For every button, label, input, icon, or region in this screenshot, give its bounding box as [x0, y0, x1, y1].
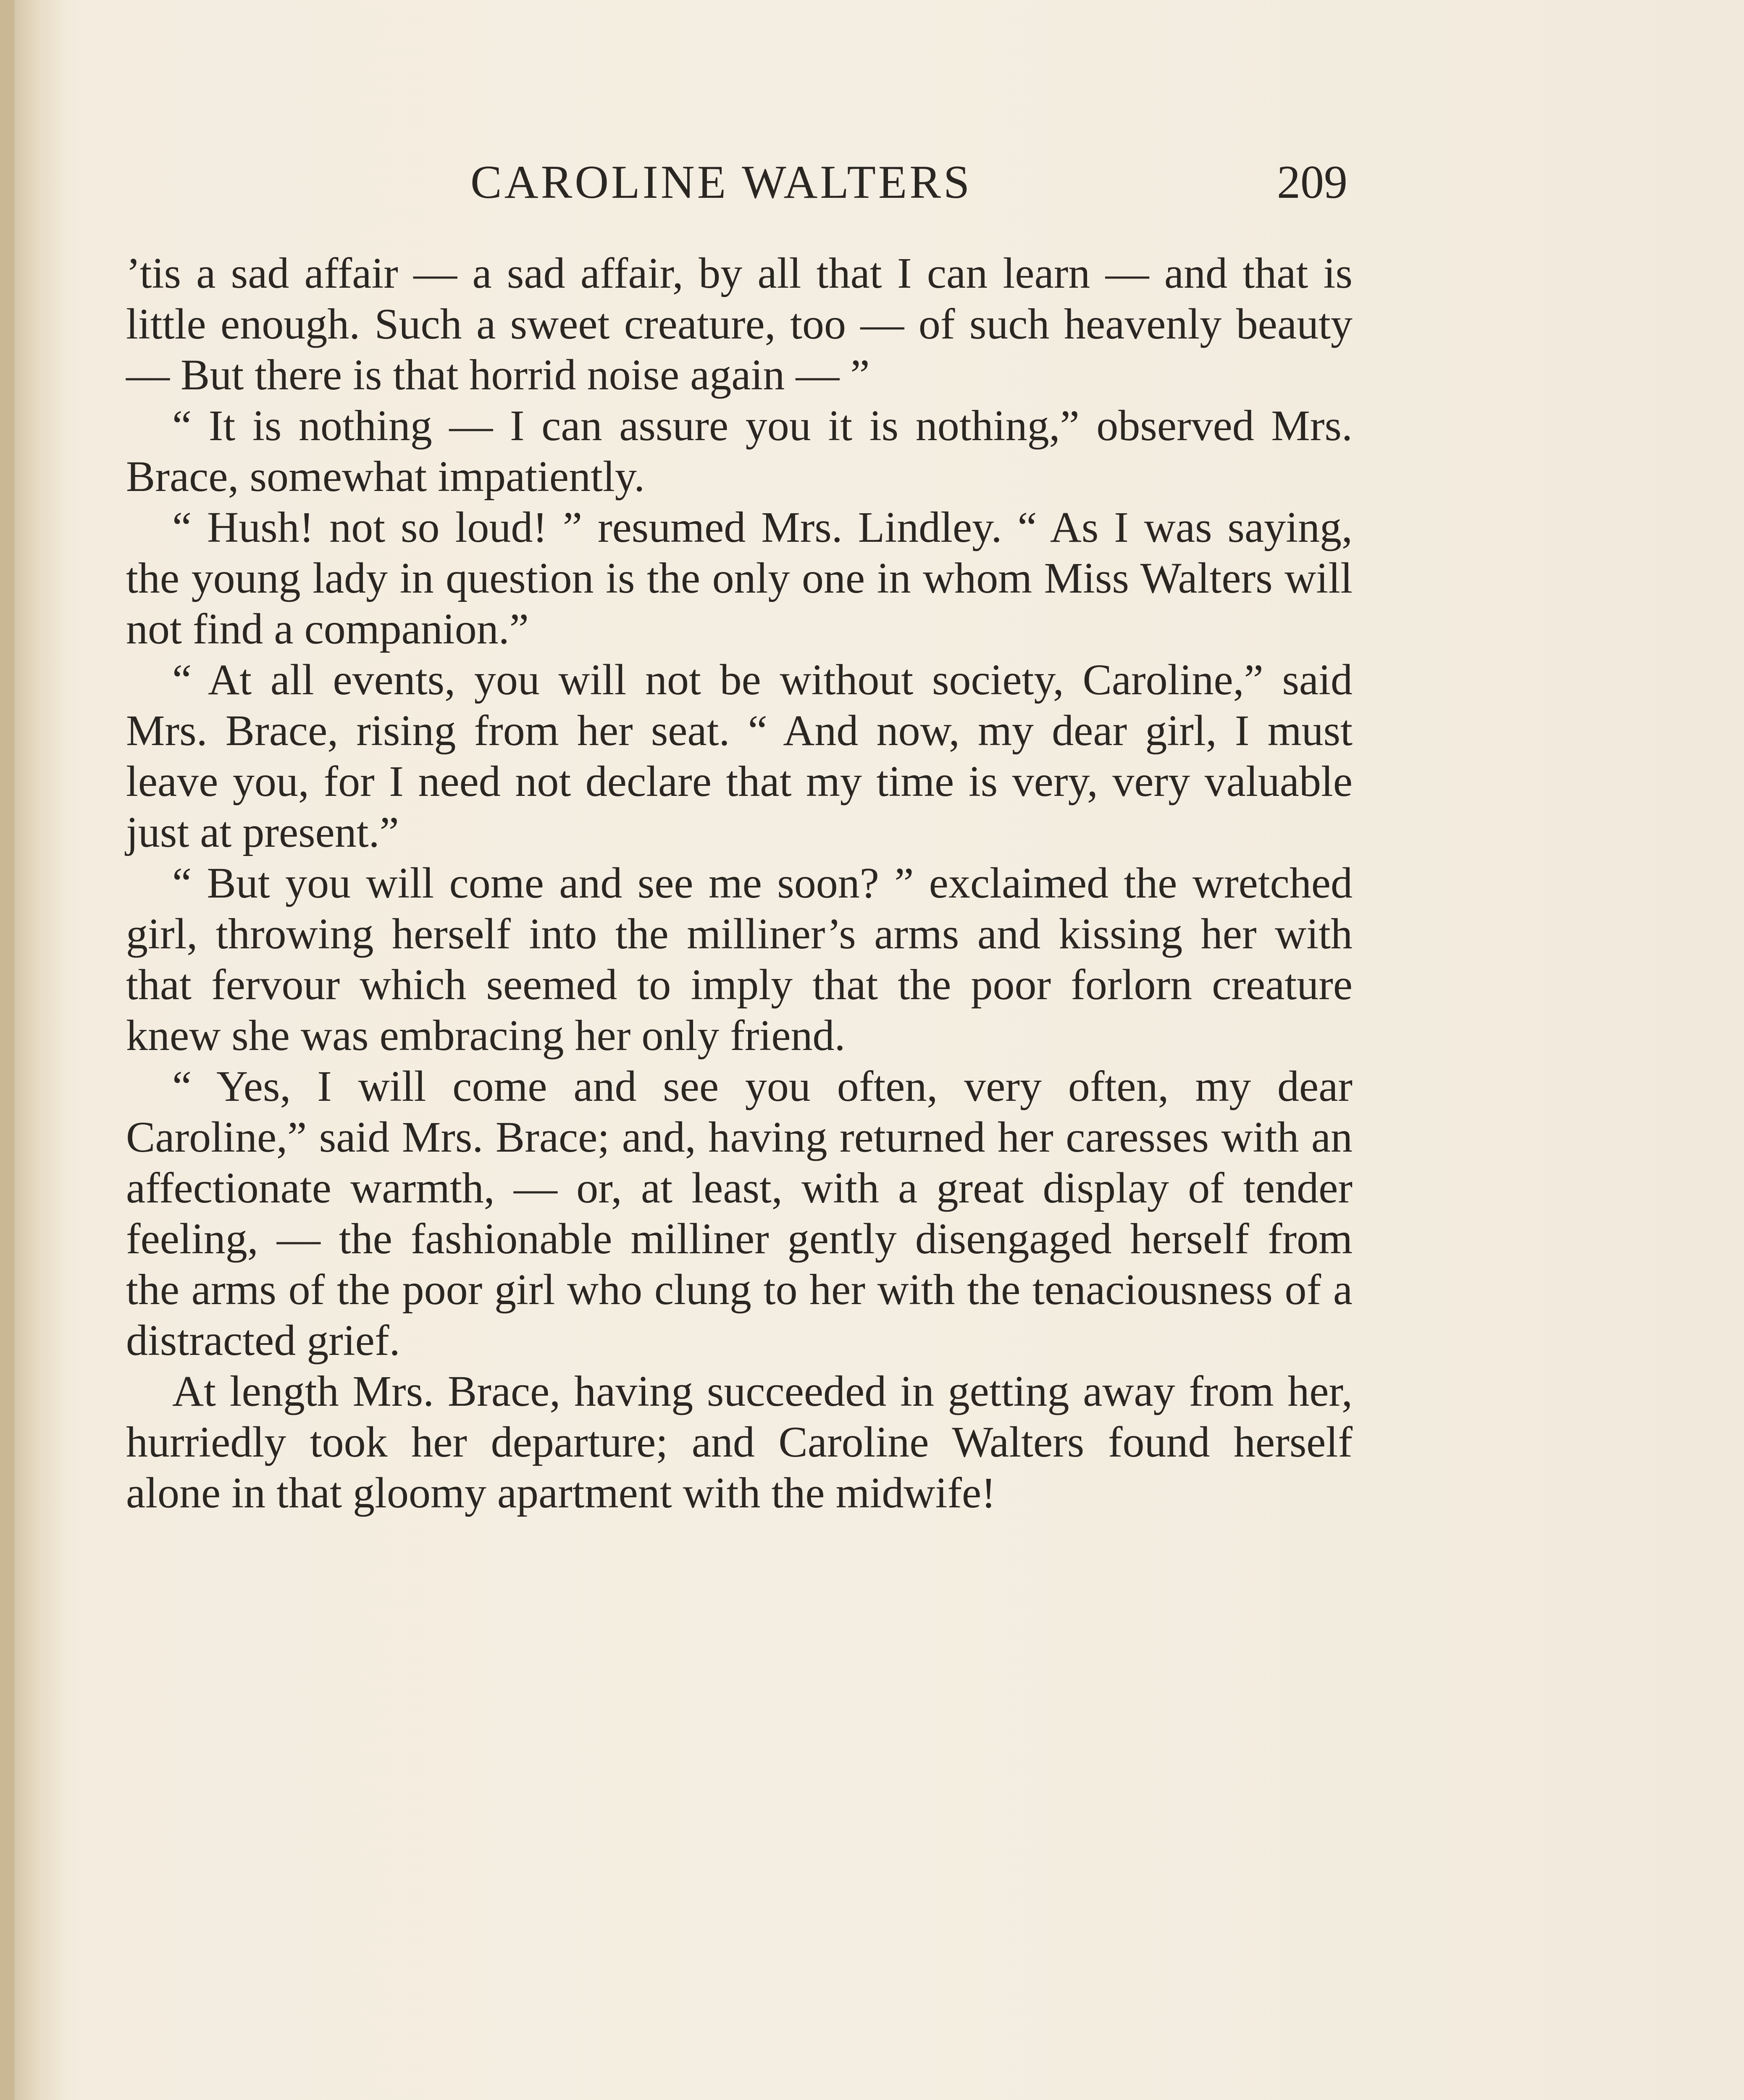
page-number: 209 [1277, 156, 1347, 208]
paragraph: “ It is nothing — I can assure you it is nothing,” observed Mrs. Brace, somewhat impatiently. [126, 402, 1353, 501]
paragraph: “ Yes, I will come and see you often, very often, my dear Caroline,” said Mrs. Brace; and, having returned her caresses with an affectionate warmth, — or, at least, with a great display of tender feeling, — the fashionable milliner gently disengaged herself from the arms of the poor girl who clung to her with the tenaciousness of a distracted grief. [126, 1062, 1353, 1365]
page-edge [0, 0, 14, 2100]
paragraph: “ At all events, you will not be without society, Caroline,” said Mrs. Brace, rising from her seat. “ And now, my dear girl, I must leave you, for I need not declare that my time is very, very valuable just at present.” [126, 656, 1353, 856]
paragraph: At length Mrs. Brace, having succeeded in getting away from her, hurriedly took her departure; and Caroline Walters found herself alone in that gloomy apartment with the midwife! [126, 1367, 1353, 1517]
paragraph: ’tis a sad affair — a sad affair, by all that I can learn — and that is little enough. Such a sweet creature, too — of such heavenly beauty — But there is that horrid noise again — ” [126, 249, 1353, 399]
paragraph: “ Hush! not so loud! ” resumed Mrs. Lindley. “ As I was saying, the young lady in question is the only one in whom Miss Walters will not find a companion.” [126, 503, 1353, 653]
running-head: CAROLINE WALTERS [470, 156, 972, 208]
body-text [126, 248, 1353, 1518]
paragraph: “ But you will come and see me soon? ” exclaimed the wretched girl, throwing herself into the milliner’s arms and kissing her with that fervour which seemed to imply that the poor forlorn creature knew she was embracing her only friend. [126, 859, 1353, 1060]
